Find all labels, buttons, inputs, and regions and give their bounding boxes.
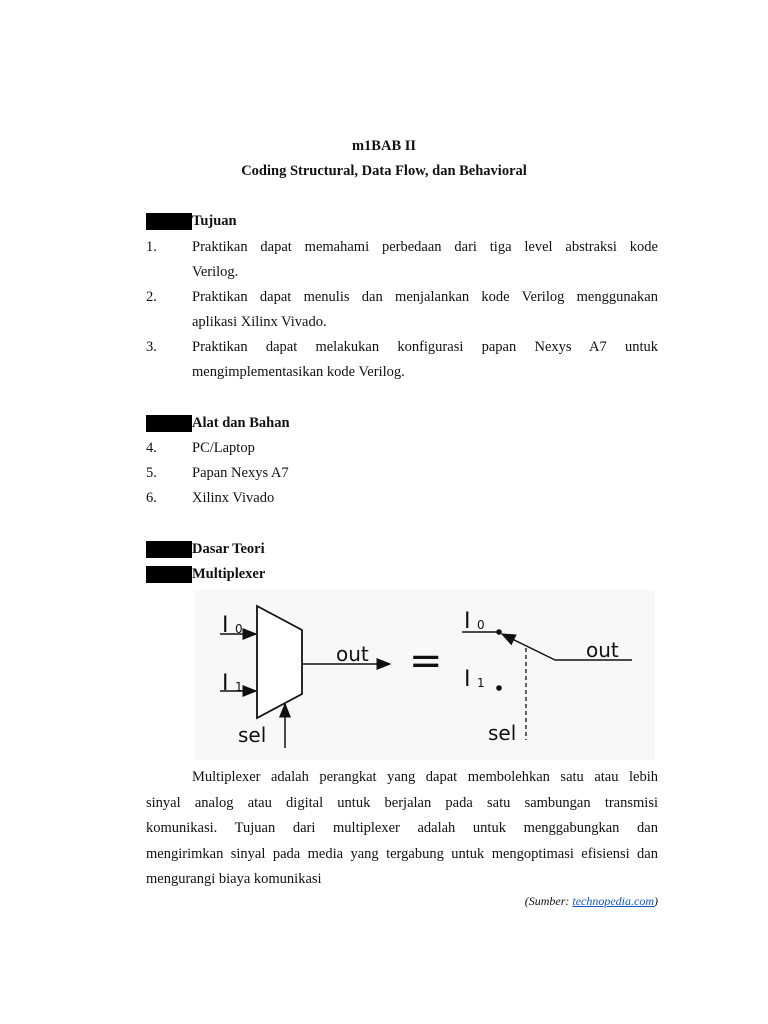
source-prefix: (Sumber: — [524, 894, 573, 908]
section-label: Tujuan — [192, 212, 237, 229]
redaction-bar — [146, 566, 192, 583]
input-0-label: I — [222, 613, 229, 638]
list-item-text: Papan Nexys A7 — [192, 465, 289, 481]
multiplexer-svg — [194, 590, 655, 760]
redaction-bar — [146, 541, 192, 558]
input-1-label: I — [222, 671, 229, 696]
redaction-bar — [146, 415, 192, 432]
section-heading-multiplexer — [146, 565, 265, 583]
source-suffix: ) — [654, 894, 658, 908]
mux-block — [257, 606, 302, 718]
switch-input-1-label: I — [464, 667, 471, 692]
list-number: 5. — [146, 465, 157, 481]
list-item-text: PC/Laptop — [192, 440, 255, 456]
switch-select-label: sel — [488, 721, 517, 745]
section-heading-tujuan — [146, 212, 237, 230]
paragraph-line: sinyal analog atau digital untuk berjalan pada satu sambungan transmisi — [146, 795, 658, 811]
equals-sign: = — [409, 638, 443, 684]
switch-input-0-subscript: 0 — [477, 618, 485, 632]
paragraph-line: Multiplexer adalah perangkat yang dapat membolehkan satu atau lebih — [192, 769, 658, 785]
list-item-line: mengimplementasikan kode Verilog. — [192, 364, 405, 380]
switch-input-1-subscript: 1 — [477, 676, 485, 690]
list-item-line: Praktikan dapat melakukan konfigurasi papan Nexys A7 untuk — [192, 339, 658, 355]
multiplexer-diagram — [194, 590, 655, 760]
redaction-bar — [146, 213, 192, 230]
list-item-line: aplikasi Xilinx Vivado. — [192, 314, 327, 330]
list-item-text: Xilinx Vivado — [192, 490, 275, 506]
section-heading-dasar-teori — [146, 540, 265, 558]
list-item-line: Praktikan dapat menulis dan menjalankan kode Verilog menggunakan — [192, 289, 658, 305]
chapter-heading: m1BAB II — [351, 138, 417, 154]
chapter-title: Coding Structural, Data Flow, dan Behavioral — [241, 163, 527, 179]
list-number: 1. — [146, 239, 157, 255]
section-label: Alat dan Bahan — [192, 414, 290, 431]
section-label: Dasar Teori — [192, 540, 265, 557]
switch-input-0-label: I — [464, 609, 471, 634]
source-link[interactable]: technopedia.com — [572, 894, 654, 908]
input-0-subscript: 0 — [235, 622, 243, 636]
list-item-line: Praktikan dapat memahami perbedaan dari tiga level abstraksi kode — [192, 239, 658, 255]
paragraph-line: mengirimkan sinyal pada media yang tergabung untuk mengoptimasi efisiensi dan — [146, 846, 658, 862]
switch-output-label: out — [586, 638, 619, 662]
list-number: 4. — [146, 440, 157, 456]
section-label: Multiplexer — [192, 565, 266, 582]
list-number: 2. — [146, 289, 157, 305]
input-1-subscript: 1 — [235, 680, 243, 694]
list-number: 6. — [146, 490, 157, 506]
switch-contact-1 — [496, 685, 502, 691]
select-label: sel — [238, 723, 267, 747]
list-number: 3. — [146, 339, 157, 355]
switch-lever — [502, 634, 555, 660]
section-heading-alat — [146, 414, 290, 432]
switch-contact-0 — [496, 629, 502, 635]
output-label: out — [336, 642, 369, 666]
list-item-line: Verilog. — [192, 264, 239, 280]
source-citation — [525, 894, 658, 909]
paragraph-line: komunikasi. Tujuan dari multiplexer adalah untuk menggabungkan dan — [146, 820, 658, 836]
paragraph-line: mengurangi biaya komunikasi — [146, 871, 322, 887]
